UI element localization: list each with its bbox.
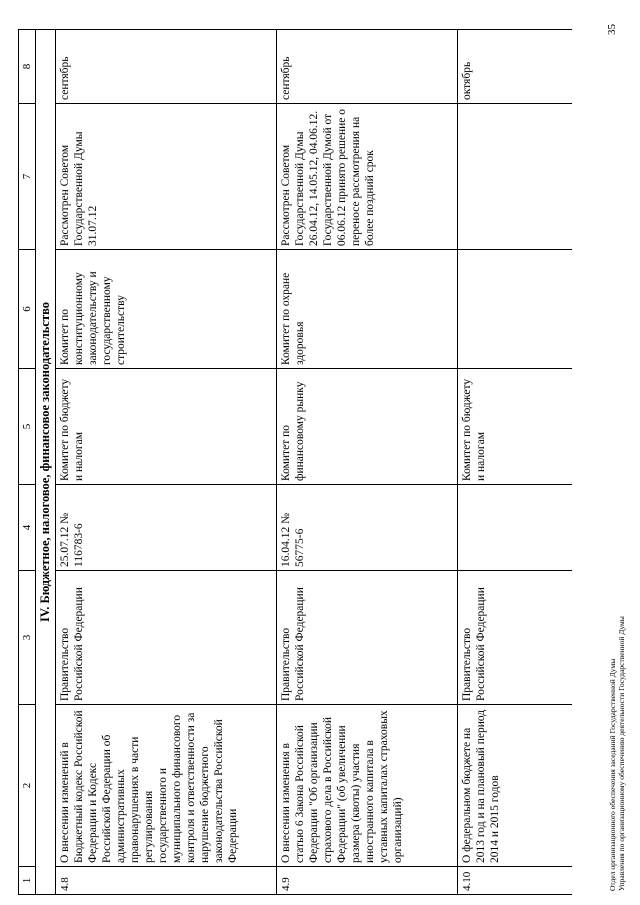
bill-status: [458, 104, 573, 250]
page-number: 35: [606, 24, 618, 35]
co-executor-committee: [458, 250, 573, 369]
bill-initiator: Правительство Российской Федерации: [458, 571, 573, 705]
bill-title: О внесении изменений в Бюджетный кодекс Российской Федерации и Кодекс Российской Федерации об административных правонарушениях в части регулирования государственного и муниципального финансового контроля и ответственности за нарушение бюджетного законодательства Российской Федерации: [56, 705, 277, 867]
column-header: 1: [19, 867, 36, 895]
column-header: 5: [19, 369, 36, 485]
section-title: IV. Бюджетное, налоговое, финансовое законодательство: [36, 30, 56, 895]
column-header: 7: [19, 104, 36, 250]
bill-registration: [458, 485, 573, 571]
responsible-committee: Комитет по бюджету и налогам: [56, 369, 277, 485]
planned-month: октябрь: [458, 30, 573, 104]
bills-table: [18, 29, 572, 895]
column-header: 4: [19, 485, 36, 571]
column-header: 8: [19, 30, 36, 104]
responsible-committee: Комитет по бюджету и налогам: [458, 369, 573, 485]
bill-initiator: Правительство Российской Федерации: [277, 571, 458, 705]
co-executor-committee: Комитет по конституционному законодательству и государственному строительству: [56, 250, 277, 369]
bill-registration: 16.04.12 № 56775-6: [277, 485, 458, 571]
column-header: 2: [19, 705, 36, 867]
row-number: 4.10: [458, 867, 573, 895]
bill-initiator: Правительство Российской Федерации: [56, 571, 277, 705]
column-header: 3: [19, 571, 36, 705]
planned-month: сентябрь: [277, 30, 458, 104]
responsible-committee: Комитет по финансовому рынку: [277, 369, 458, 485]
planned-month: сентябрь: [56, 30, 277, 104]
row-number: 4.8: [56, 867, 277, 895]
section-row: [36, 30, 56, 895]
bill-registration: 25.07.12 № 116783-6: [56, 485, 277, 571]
row-number: 4.9: [277, 867, 458, 895]
bill-title: О внесении изменения в статью 6 Закона Российской Федерации "Об организации страхового дела в Российской Федерации" (об увеличении размера (квоты) участия иностранного капитала в уставных капиталах страховых организаций): [277, 705, 458, 867]
table-row: [458, 30, 573, 895]
table-row: [277, 30, 458, 895]
table-row: [56, 30, 277, 895]
footer: [608, 616, 626, 891]
footer-line: Управления по организационному обеспечению деятельности Государственной Думы: [617, 616, 626, 891]
footer-line: Отдел организационного обеспечения заседаний Государственной Думы: [608, 658, 617, 891]
column-header: 6: [19, 250, 36, 369]
bill-title: О федеральном бюджете на 2013 год и на плановый период 2014 и 2015 годов: [458, 705, 573, 867]
bill-status: Рассмотрен Советом Государственной Думы 31.07.12: [56, 104, 277, 250]
header-row: [19, 30, 36, 895]
bill-status: Рассмотрен Советом Государственной Думы 26.04.12, 14.05.12, 04.06.12. Государственной Думой от 06.06.12 принято решение о переносе рассмотрения на более поздний срок: [277, 104, 458, 250]
co-executor-committee: Комитет по охране здоровья: [277, 250, 458, 369]
